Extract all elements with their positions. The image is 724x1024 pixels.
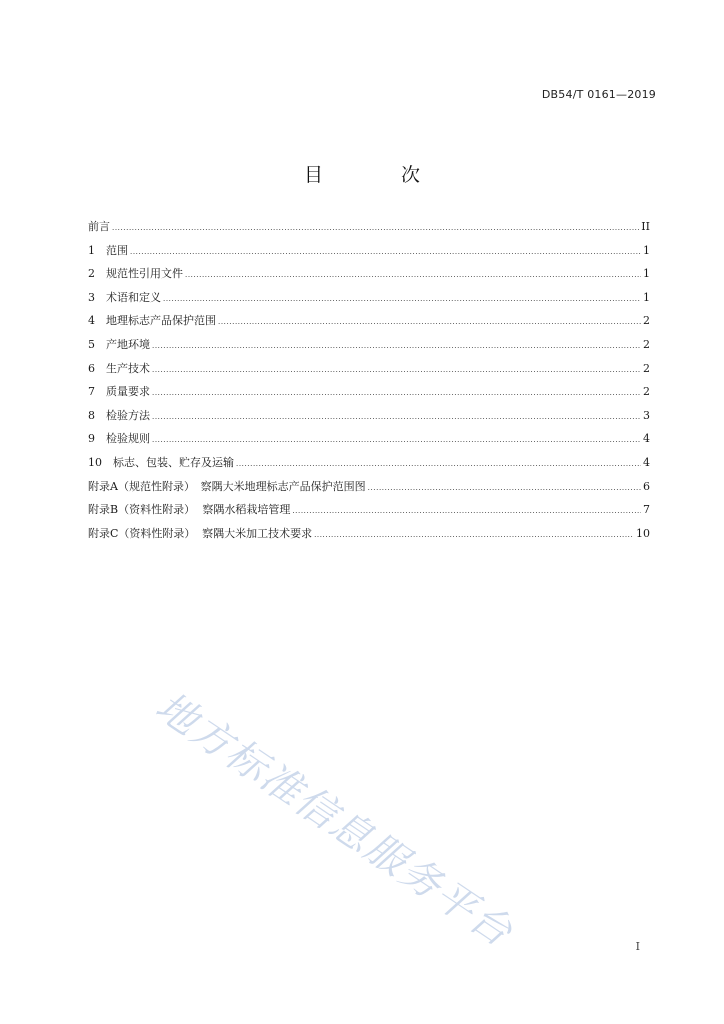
toc-entry-label: 产地环境: [106, 337, 150, 351]
toc-entry-4[interactable]: [88, 312, 650, 336]
toc-leader-dots: [130, 249, 641, 256]
toc-appendix-number: 附录A（规范性附录）: [88, 479, 195, 493]
toc-leader-dots: [152, 390, 641, 397]
toc-entry-number: 4: [88, 314, 95, 328]
toc-leader-dots: [368, 485, 641, 492]
toc-entry-page: 3: [643, 408, 650, 422]
toc-entry-number: 5: [88, 337, 95, 351]
table-of-contents: [88, 218, 650, 548]
toc-entry-foreword[interactable]: [88, 218, 650, 242]
page-number: I: [635, 940, 640, 953]
toc-entry-label: 察隅大米地理标志产品保护范围图: [200, 479, 366, 493]
toc-entry-label: 规范性引用文件: [106, 267, 183, 281]
toc-entry-label: 检验规则: [106, 432, 150, 446]
toc-entry-number: 7: [88, 385, 95, 399]
toc-entry-label: 术语和定义: [106, 290, 161, 304]
toc-entry-page: II: [641, 220, 650, 233]
toc-leader-dots: [292, 508, 641, 515]
toc-entry-2[interactable]: [88, 265, 650, 289]
toc-entry-label: 标志、包装、贮存及运输: [113, 455, 234, 469]
toc-entry-label: 检验方法: [106, 408, 150, 422]
toc-entry-label: 察隅大米加工技术要求: [202, 526, 313, 540]
toc-entry-page: 10: [636, 526, 650, 540]
toc-entry-10[interactable]: [88, 454, 650, 478]
toc-entry-6[interactable]: [88, 360, 650, 384]
toc-entry-number: 10: [88, 455, 102, 469]
toc-entry-3[interactable]: [88, 289, 650, 313]
toc-entry-7[interactable]: [88, 383, 650, 407]
toc-leader-dots: [236, 461, 641, 468]
toc-entry-label: 生产技术: [106, 361, 150, 375]
toc-entry-page: 1: [643, 243, 650, 257]
toc-leader-dots: [152, 414, 641, 421]
toc-leader-dots: [152, 343, 641, 350]
toc-entry-page: 2: [643, 314, 650, 328]
toc-appendix-number: 附录B（资料性附录）: [88, 503, 196, 517]
toc-entry-number: 3: [88, 290, 95, 304]
toc-entry-appendix-b[interactable]: [88, 501, 650, 525]
toc-entry-appendix-a[interactable]: [88, 478, 650, 502]
toc-entry-9[interactable]: [88, 430, 650, 454]
toc-entry-page: 2: [643, 361, 650, 375]
toc-entry-page: 4: [643, 455, 650, 469]
toc-leader-dots: [185, 272, 641, 279]
toc-entry-number: 6: [88, 361, 95, 375]
toc-entry-page: 2: [643, 385, 650, 399]
toc-entry-label: 地理标志产品保护范围: [106, 314, 216, 328]
toc-entry-5[interactable]: [88, 336, 650, 360]
toc-leader-dots: [218, 319, 641, 326]
toc-entry-number: 2: [88, 267, 95, 281]
toc-entry-page: 6: [643, 479, 650, 493]
document-code: DB54/T 0161—2019: [541, 88, 656, 101]
toc-leader-dots: [152, 367, 641, 374]
toc-entry-1[interactable]: [88, 242, 650, 266]
toc-entry-label: 范围: [106, 243, 128, 257]
toc-entry-page: 1: [643, 290, 650, 304]
toc-entry-label: 前言: [88, 220, 110, 233]
toc-appendix-number: 附录C（资料性附录）: [88, 526, 196, 540]
toc-entry-page: 4: [643, 432, 650, 446]
watermark: 地方标准信息服务平台: [147, 683, 522, 957]
toc-entry-label: 质量要求: [106, 385, 150, 399]
toc-entry-page: 7: [643, 503, 650, 517]
toc-entry-number: 8: [88, 408, 95, 422]
toc-leader-dots: [314, 532, 634, 539]
toc-leader-dots: [152, 437, 641, 444]
toc-leader-dots: [112, 225, 639, 232]
toc-entry-number: 9: [88, 432, 95, 446]
toc-entry-page: 2: [643, 337, 650, 351]
toc-entry-number: 1: [88, 243, 95, 257]
toc-entry-8[interactable]: [88, 407, 650, 431]
toc-leader-dots: [163, 296, 641, 303]
page-title: 目 次: [303, 164, 457, 186]
toc-entry-label: 察隅水稻栽培管理: [202, 503, 291, 517]
toc-entry-page: 1: [643, 267, 650, 281]
toc-entry-appendix-c[interactable]: [88, 525, 650, 549]
